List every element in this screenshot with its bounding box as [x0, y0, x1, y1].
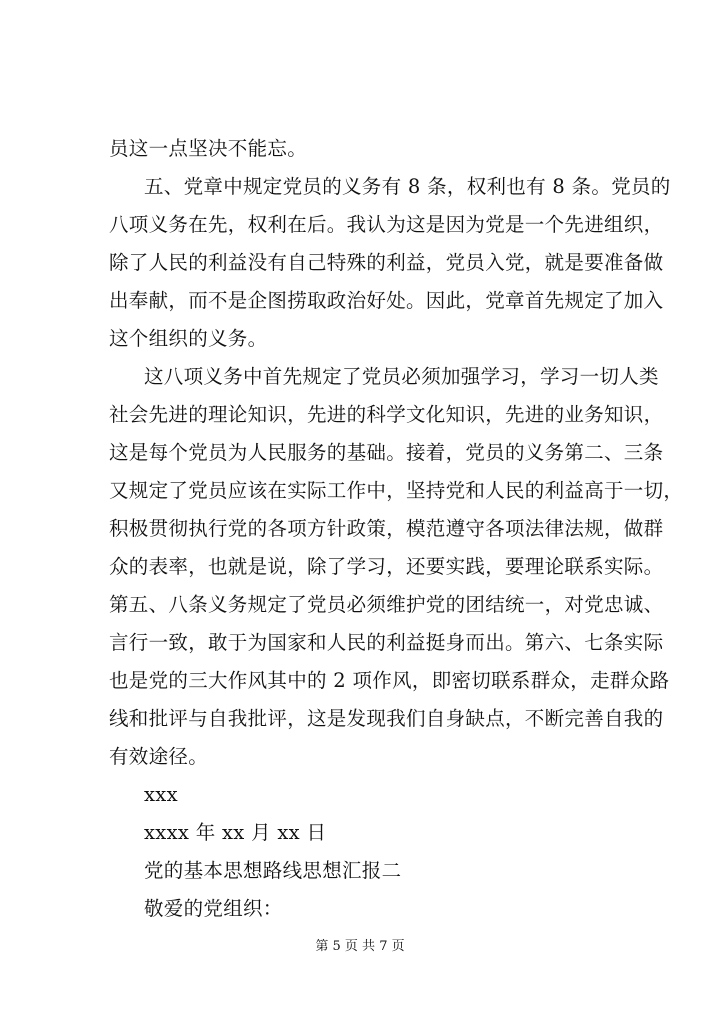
paragraph-line: 有效途径。	[109, 745, 209, 768]
paragraph-line: 这个组织的义务。	[109, 327, 268, 350]
paragraph-line: 积极贯彻执行党的各项方针政策，模范遵守各项法律法规，做群	[109, 517, 664, 540]
paragraph-line: 除了人民的利益没有自己特殊的利益，党员入党，就是要准备做	[109, 251, 664, 274]
paragraph-line: 线和批评与自我批评，这是发现我们自身缺点，不断完善自我的	[109, 707, 664, 730]
date-line: xxxx 年 xx 月 xx 日	[144, 821, 327, 844]
paragraph-line: 出奉献，而不是企图捞取政治好处。因此，党章首先规定了加入	[109, 289, 664, 312]
paragraph-line: 这是每个党员为人民服务的基础。接着，党员的义务第二、三条	[109, 441, 664, 464]
paragraph-line: 也是党的三大作风其中的 2 项作风，即密切联系群众，走群众路	[109, 669, 670, 692]
paragraph-line: 言行一致，敢于为国家和人民的利益挺身而出。第六、七条实际	[109, 631, 664, 654]
paragraph-line: 员这一点坚决不能忘。	[109, 137, 308, 160]
page-footer	[0, 938, 720, 956]
salutation: 敬爱的党组织：	[144, 897, 283, 920]
paragraph-line: 又规定了党员应该在实际工作中，坚持党和人民的利益高于一切，	[109, 479, 684, 502]
page-number: 第 5 页 共 7 页	[315, 939, 405, 954]
paragraph-line: 第五、八条义务规定了党员必须维护党的团结统一，对党忠诚、	[109, 593, 664, 616]
paragraph-line: 这八项义务中首先规定了党员必须加强学习，学习一切人类	[144, 365, 659, 388]
paragraph-line: 五、党章中规定党员的义务有 8 条，权利也有 8 条。党员的	[144, 175, 671, 198]
paragraph-line: 社会先进的理论知识，先进的科学文化知识，先进的业务知识，	[109, 403, 664, 426]
signature: xxx	[144, 783, 178, 806]
paragraph-line: 八项义务在先，权利在后。我认为这是因为党是一个先进组织，	[109, 213, 664, 236]
paragraph-line: 众的表率，也就是说，除了学习，还要实践，要理论联系实际。	[109, 555, 664, 578]
next-report-title: 党的基本思想路线思想汇报二	[144, 859, 402, 882]
